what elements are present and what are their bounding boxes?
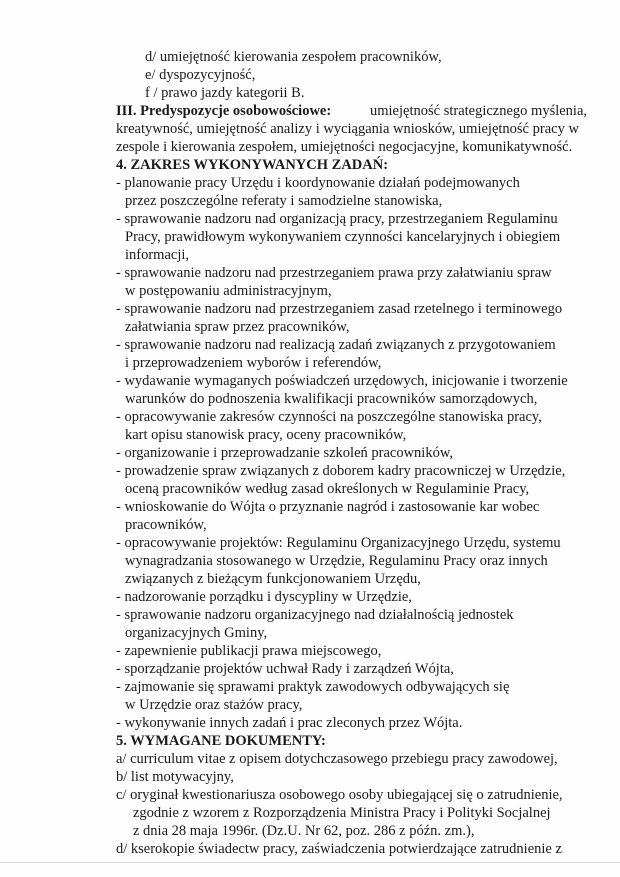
- text-line: przez poszczególne referaty i samodzielne stanowiska,: [125, 193, 443, 209]
- text-line: d/ umiejętność kierowania zespołem pracowników,: [145, 49, 442, 65]
- list-item: - sprawowanie nadzoru nad realizacją zadań związanych z przygotowaniem: [116, 337, 556, 353]
- text-line: informacji,: [125, 247, 190, 263]
- list-item: b/ list motywacyjny,: [116, 769, 234, 785]
- text-line: w Urzędzie oraz stażów pracy,: [125, 697, 303, 713]
- list-item: - sporządzanie projektów uchwał Rady i zarządzeń Wójta,: [116, 661, 454, 677]
- section-heading: III. Predyspozycje osobowościowe:: [116, 103, 332, 119]
- list-item: - planowanie pracy Urzędu i koordynowanie działań podejmowanych: [116, 175, 520, 191]
- list-item: - zajmowanie się sprawami praktyk zawodowych odbywających się: [116, 679, 510, 695]
- list-item: - wydawanie wymaganych poświadczeń urzędowych, inicjowanie i tworzenie: [116, 373, 568, 389]
- list-item: - prowadzenie spraw związanych z doborem kadry pracowniczej w Urzędzie,: [116, 463, 566, 479]
- text-line: wynagradzania stosowanego w Urzędzie, Regulaminu Pracy oraz innych: [125, 553, 548, 569]
- text-line: zespole i kierowania zespołem, umiejętności negocjacyjne, komunikatywność.: [116, 139, 573, 155]
- list-item: c/ oryginał kwestionariusza osobowego osoby ubiegającej się o zatrudnienie,: [116, 787, 563, 803]
- list-item: - sprawowanie nadzoru organizacyjnego nad działalnością jednostek: [116, 607, 514, 623]
- list-item: - organizowanie i przeprowadzanie szkoleń pracowników,: [116, 445, 453, 461]
- list-item: - opracowywanie zakresów czynności na poszczególne stanowiska pracy,: [116, 409, 542, 425]
- section-heading: 4. ZAKRES WYKONYWANYCH ZADAŃ:: [116, 157, 389, 173]
- list-item: - sprawowanie nadzoru nad przestrzeganiem zasad rzetelnego i terminowego: [116, 301, 563, 317]
- text-line: warunków do podnoszenia kwalifikacji pracowników samorządowych,: [125, 391, 538, 407]
- list-item: - sprawowanie nadzoru nad organizacją pracy, przestrzeganiem Regulaminu: [116, 211, 558, 227]
- list-item: d/ kserokopie świadectw pracy, zaświadczenia potwierdzające zatrudnienie z: [116, 841, 562, 857]
- text-line: związanych z bieżącym funkcjonowaniem Urzędu,: [125, 571, 421, 587]
- list-item: - nadzorowanie porządku i dyscypliny w Urzędzie,: [116, 589, 412, 605]
- text-line: organizacyjnych Gminy,: [125, 625, 268, 641]
- list-item: - opracowywanie projektów: Regulaminu Organizacyjnego Urzędu, systemu: [116, 535, 561, 551]
- scan-edge-line: [0, 862, 620, 863]
- text-line: z dnia 28 maja 1996r. (Dz.U. Nr 62, poz. 286 z późn. zm.),: [133, 823, 475, 839]
- text-line: umiejętność strategicznego myślenia,: [370, 103, 588, 119]
- list-item: - wnioskowanie do Wójta o przyznanie nagród i zastosowanie kar wobec: [116, 499, 540, 515]
- text-line: w postępowaniu administracyjnym,: [125, 283, 332, 299]
- text-line: f / prawo jazdy kategorii B.: [145, 85, 305, 101]
- list-item: - sprawowanie nadzoru nad przestrzeganiem prawa przy załatwianiu spraw: [116, 265, 552, 281]
- section-heading: 5. WYMAGANE DOKUMENTY:: [116, 733, 326, 749]
- list-item: - wykonywanie innych zadań i prac zleconych przez Wójta.: [116, 715, 463, 731]
- text-line: oceną pracowników według zasad określonych w Regulaminie Pracy,: [125, 481, 530, 497]
- text-line: pracowników,: [125, 517, 207, 533]
- text-line: zgodnie z wzorem z Rozporządzenia Ministra Pracy i Polityki Socjalnej: [133, 805, 551, 821]
- text-line: i przeprowadzeniem wyborów i referendów,: [125, 355, 382, 371]
- text-line: Pracy, prawidłowym wykonywaniem czynności kancelaryjnych i obiegiem: [125, 229, 561, 245]
- list-item: - zapewnienie publikacji prawa miejscowego,: [116, 643, 382, 659]
- text-line: e/ dyspozycyjność,: [145, 67, 256, 83]
- text-line: kart opisu stanowisk pracy, oceny pracowników,: [125, 427, 407, 443]
- text-line: załatwiania spraw przez pracowników,: [125, 319, 350, 335]
- list-item: a/ curriculum vitae z opisem dotychczasowego przebiegu pracy zawodowej,: [116, 751, 558, 767]
- text-line: kreatywność, umiejętność analizy i wyciągania wniosków, umiejętność pracy w: [116, 121, 579, 137]
